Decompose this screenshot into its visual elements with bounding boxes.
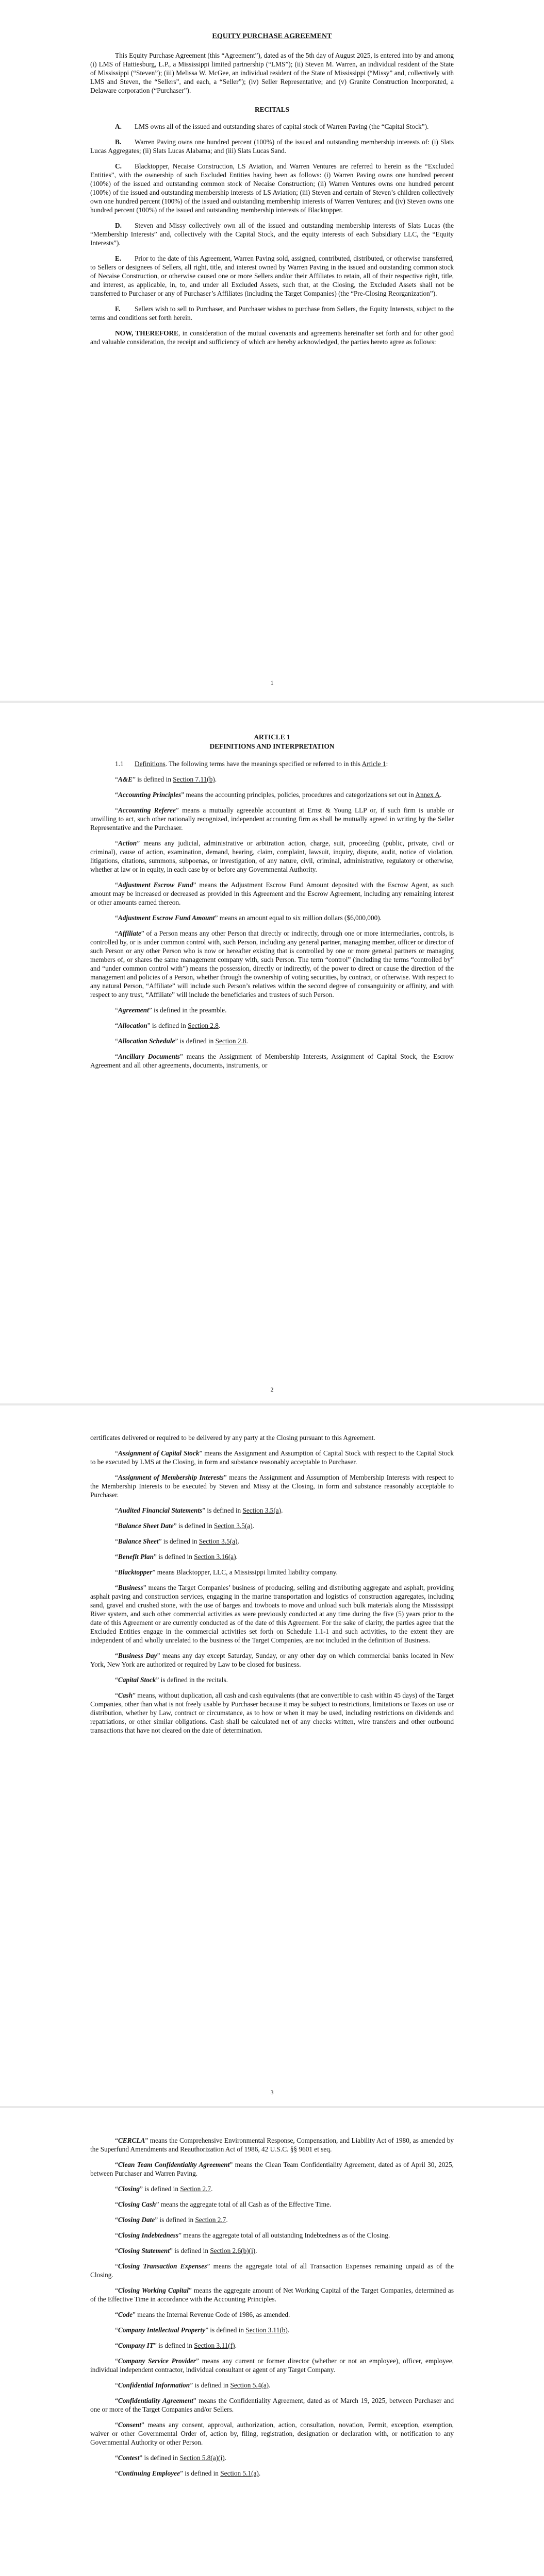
definition-tail: .	[218, 1022, 221, 1029]
page-1	[0, 0, 544, 701]
recital-text: LMS owns all of the issued and outstanding shares of capital stock of Warren Paving (the “Capital Stock”).	[135, 123, 429, 130]
definition-entry: “Assignment of Membership Interests” means the Assignment and Assumption of Membership Interests with respect to the Membership Interests to be executed by Steven and Missy at the Closing, in form and substance reasonably acceptable to Purchaser.	[90, 1473, 454, 1499]
definition-text: means the accounting principles, policies, procedures and categorizations set out in	[184, 791, 416, 799]
definition-entry: “Affiliate” of a Person means any other Person that directly or indirectly, through one or more intermediaries, controls, is controlled by, or is under common control with, such Person, including any general partner, managing member, officer or director of such Person or any other Person who is now or hereafter existing that is controlled by one or more general partners or managing members of, or shares the same management company with, such Person. The term “control” (including the terms “controlled by” and “under common control with”) means the possession, directly or indirectly, of the power to direct or cause the direction of the management and policies of a Person, whether through the ownership of voting securities, by contract, or otherwise. With respect to any natural Person, “Affiliate” will include such Person’s relatives within the second degree of consanguinity or affinity, and with respect to any trust, “Affiliate” will include the beneficiaries and trustees of such Person.	[90, 929, 454, 998]
definition-entry: “Continuing Employee” is defined in Section 5.1(a).	[115, 2469, 261, 2477]
definition-entry: “Action” means any judicial, administrative or arbitration action, charge, suit, proceeding (public, private, civil or criminal), cause of action, examination, demand, hearing, claim, complaint, lawsuit, inquiry, dispute, audit, notice of violation, litigations, citations, summons, subpoenas, or investigation, of any nature, civil, criminal, administrative, regulatory or otherwise, whether at law or in equity, in each case by or before any Governmental Authority.	[90, 839, 454, 873]
definition-entry: “Cash” means, without duplication, all cash and cash equivalents (that are convertible to cash within 45 days) of the Target Companies, other than what is not freely usable by Purchaser because it may be subject to restrictions, limitations or Taxes on use or distribution, whether by Law, contract or circumstance, as to how or when it may be used, including restrictions on dividends and repatriations, or other similar obligations. Cash shall be calculated net of any checks written, wire transfers and other outbound transactions that have not cleared on the date of determination.	[90, 1691, 454, 1734]
recitals-list	[90, 122, 454, 322]
definition-text: is defined in	[156, 2342, 194, 2349]
definition-tail: .	[224, 2454, 227, 2462]
defined-term: Adjustment Escrow Fund	[118, 881, 193, 889]
recital-label: F.	[115, 305, 121, 313]
defined-term: Code	[118, 2311, 133, 2318]
definition-text: is defined in	[150, 1022, 188, 1029]
recital-label: C.	[115, 162, 122, 170]
definition-text: means the Assignment of Membership Interests, Assignment of Capital Stock, the Escrow Agreement and all other agreements, documents, instruments, or	[90, 1053, 454, 1069]
definition-tail: .	[281, 1506, 283, 1514]
definition-tail: .	[246, 1037, 248, 1045]
recital-d	[90, 221, 454, 247]
article-reference-link[interactable]: Article 1	[361, 760, 386, 768]
definition-entry: “Closing Indebtedness” means the aggregate total of all outstanding Indebtedness as of the Closing.	[115, 2231, 390, 2239]
definition-text: means the aggregate amount of Net Working Capital of the Target Companies, determined as of the Effective Time in accordance with the Accounting Principles.	[90, 2286, 454, 2303]
defined-term: Accounting Principles	[118, 791, 182, 799]
definition-text: means the Internal Revenue Code of 1986, as amended.	[135, 2311, 290, 2318]
definition-entry: “CERCLA” means the Comprehensive Environmental Response, Compensation, and Liability Act of 1980, as amended by the Superfund Amendments and Reauthorization Act of 1986, 42 U.S.C. §§ 9601 et seq.	[90, 2137, 454, 2153]
definition-entry: “Business Day” means any day except Saturday, Sunday, or any other day on which commercial banks located in New York, New York are authorized or required by Law to be closed for business.	[90, 1652, 454, 1668]
definition-entry: “Closing” is defined in Section 2.7.	[115, 2185, 213, 2193]
page-number: 2	[270, 1386, 274, 1393]
defined-term: Affiliate	[118, 929, 141, 937]
definition-entry: “Confidentiality Agreement” means the Confidentiality Agreement, dated as of March 19, 2025, between Purchaser and one or more of the Target Companies and/or Sellers.	[90, 2397, 454, 2413]
defined-term: Closing	[118, 2185, 140, 2193]
definition-text: means any judicial, administrative or arbitration action, charge, suit, proceeding (public, private, civil or criminal), cause of action, examination, demand, hearing, claim, complaint, lawsuit, inquiry, dispute, audit, notice of violation, litigations, citations, summons, subpoenas, or investigation, of any nature, civil, criminal, administrative, regulatory or otherwise, whether at law or in equity, in each case by or before any Governmental Authority.	[90, 839, 454, 873]
definition-text: is defined in	[176, 1522, 215, 1530]
article-number: ARTICLE 1	[254, 733, 290, 741]
definition-tail: .	[215, 775, 217, 783]
definitions-list-page-2	[90, 775, 454, 1070]
defined-term: Confidential Information	[118, 2381, 190, 2389]
definition-entry: “Blacktopper” means Blacktopper, LLC, a Mississippi limited liability company.	[115, 1568, 338, 1576]
defined-term: Allocation	[118, 1022, 147, 1029]
recital-label: E.	[115, 255, 122, 262]
definition-entry: “Allocation Schedule” is defined in Section 2.8.	[115, 1037, 248, 1045]
defined-term: Closing Cash	[118, 2200, 156, 2208]
definition-text: is defined in	[135, 775, 173, 783]
definition-entry: “Business” means the Target Companies’ business of producing, selling and distributing aggregate and asphalt, providing asphalt paving and construction services, engaging in the marine transportation and logistics of construction aggregates, including sand, gravel and crushed stone, with the use of barges and towboats to move and unload such bulk materials along the Mississippi River system, and such other commercial activities as were previously conducted at any time during the five (5) years prior to the date of this Agreement or are currently conducted as of the date of this Agreement. For the sake of clarity, the parties agree that the Excluded Entities engage in the commercial activities set forth on Schedule 1.1-1 and such activities, to the extent they are independent of and wholly unrelated to the business of the Target Companies, are not included in the definition of Business.	[90, 1584, 454, 1644]
recital-text: Sellers wish to sell to Purchaser, and Purchaser wishes to purchase from Sellers, the Equity Interests, subject to the terms and conditions set forth herein.	[90, 305, 454, 321]
defined-term: Business	[118, 1584, 143, 1591]
definition-tail: .	[258, 2469, 261, 2477]
preamble: This Equity Purchase Agreement (this “Agreement”), dated as of the 5th day of August 2025, is entered into by and among (i) LMS of Hattiesburg, L.P., a Mississippi limited partnership (“LMS”); (ii) Steven M. Warren, an individual resident of the State of Mississippi (“Steven”); (iii) Melissa W. McGee, an individual resident of the State of Mississippi (“Missy” and, collectively with LMS and Steven, the “Sellers”, and each, a “Seller”); (iv) Seller Representative; and (v) Granite Construction Incorporated, a Delaware corporation (“Purchaser”).	[90, 52, 454, 94]
definition-text: means the Assignment and Assumption of Membership Interests with respect to the Membership Interests to be executed by Steven and Missy at the Closing, in form and substance reasonably acceptable to Purchaser.	[90, 1473, 454, 1499]
definition-text: means any day except Saturday, Sunday, or any other day on which commercial banks located in New York, New York are authorized or required by Law to be closed for business.	[90, 1652, 454, 1668]
definition-tail: .	[269, 2381, 271, 2389]
definition-entry: “Audited Financial Statements” is defined in Section 3.5(a).	[115, 1506, 283, 1514]
now-therefore-lead: NOW, THEREFORE	[115, 329, 178, 337]
definition-text: is defined in the recitals.	[159, 1676, 228, 1684]
definition-text: is defined in	[142, 2185, 180, 2193]
cross-reference-link[interactable]: Section 3.16(a)	[194, 1553, 236, 1561]
definition-text: means Blacktopper, LLC, a Mississippi limited liability company.	[155, 1568, 338, 1576]
recital-label: A.	[115, 123, 122, 130]
defined-term: Accounting Referee	[118, 806, 176, 814]
definition-text: is defined in the preamble.	[152, 1006, 227, 1014]
definition-text: means an amount equal to six million dollars ($6,000,000).	[218, 914, 382, 922]
defined-term: Assignment of Membership Interests	[118, 1473, 224, 1481]
document-title: EQUITY PURCHASE AGREEMENT	[212, 32, 332, 40]
defined-term: Closing Transaction Expenses	[118, 2262, 207, 2270]
cross-reference-link[interactable]: Section 2.7	[195, 2216, 226, 2224]
defined-term: Closing Indebtedness	[118, 2231, 179, 2239]
definition-text: means the Comprehensive Environmental Response, Compensation, and Liability Act of 1980, as amended by the Superfund Amendments and Reauthorization Act of 1986, 42 U.S.C. §§ 9601 et seq.	[90, 2137, 454, 2153]
definition-tail: .	[252, 1522, 254, 1530]
definition-text: is defined in	[142, 2454, 180, 2462]
definition-tail: .	[237, 1537, 239, 1545]
definition-entry: “Balance Sheet Date” is defined in Section 3.5(a).	[115, 1522, 254, 1530]
definition-text: means the aggregate total of all Cash as of the Effective Time.	[159, 2200, 332, 2208]
now-therefore-clause	[90, 329, 454, 346]
definition-entry: “Capital Stock” is defined in the recitals.	[115, 1676, 228, 1684]
definition-entry: “Ancillary Documents” means the Assignment of Membership Interests, Assignment of Capital Stock, the Escrow Agreement and all other agreements, documents, instruments, or	[90, 1053, 454, 1069]
defined-term: Company Service Provider	[118, 2357, 196, 2365]
definition-text: is defined in	[172, 2247, 210, 2255]
definition-entry: “Balance Sheet” is defined in Section 3.5(a).	[115, 1537, 239, 1545]
page-3	[0, 1405, 544, 2106]
cross-reference-link[interactable]: Section 2.8	[215, 1037, 246, 1045]
cross-reference-link[interactable]: Section 5.1(a)	[220, 2469, 259, 2477]
cross-reference-link[interactable]: Section 2.6(b)(i)	[210, 2247, 256, 2255]
definition-tail: .	[226, 2216, 228, 2224]
definition-text: is defined in	[178, 1037, 216, 1045]
defined-term: Agreement	[118, 1006, 149, 1014]
defined-term: Clean Team Confidentiality Agreement	[118, 2161, 230, 2168]
definition-text: means, without duplication, all cash and cash equivalents (that are convertible to cash within 45 days) of the Target Companies, other than what is not freely usable by Purchaser because it may be subject to restrictions, limitations or Taxes on use or distribution, whether by Law, contract or circumstance, as to how or when it may be used, including restrictions on dividends and repatriations, or other similar obligations. Cash shall be calculated net of any checks written, wire transfers and other outbound transactions that have not cleared on the date of determination.	[90, 1691, 454, 1734]
definition-entry: “Company Intellectual Property” is defined in Section 3.11(b).	[115, 2326, 290, 2334]
section-heading: Definitions	[135, 760, 166, 768]
recital-e	[90, 254, 454, 298]
definition-entry: “Clean Team Confidentiality Agreement” means the Clean Team Confidentiality Agreement, dated as of April 30, 2025, between Purchaser and Warren Paving.	[90, 2161, 454, 2177]
definition-entry: “Closing Transaction Expenses” means the aggregate total of all Transaction Expenses remaining unpaid as of the Closing.	[90, 2262, 454, 2279]
definition-entry: “Allocation” is defined in Section 2.8.	[115, 1022, 221, 1029]
cross-reference-link[interactable]: Section 5.4(a)	[230, 2381, 269, 2389]
defined-term: Blacktopper	[118, 1568, 153, 1576]
definition-text: means the Adjustment Escrow Fund Amount deposited with the Escrow Agent, as such amount may be increased or decreased as provided in this Agreement and the Escrow Agreement, including any remaining interest or other amounts earned thereon.	[90, 881, 454, 906]
definition-entry: “Closing Statement” is defined in Section 2.6(b)(i).	[115, 2247, 257, 2255]
definition-text: is defined in	[158, 2216, 195, 2224]
defined-term: Action	[118, 839, 137, 847]
now-therefore-text: , in consideration of the mutual covenants and agreements hereinafter set forth and for other good and valuable consideration, the receipt and sufficiency of which are hereby acknowledged, the parties hereto agree as follows:	[90, 329, 454, 346]
definition-entry: “Code” means the Internal Revenue Code of 1986, as amended.	[115, 2311, 290, 2318]
definition-entry: “Assignment of Capital Stock” means the Assignment and Assumption of Capital Stock with respect to the Capital Stock to be executed by LMS at the Closing, in form and substance reasonably acceptable to Purchaser.	[90, 1449, 454, 1466]
definition-text: means the Target Companies’ business of producing, selling and distributing aggregate and asphalt, providing asphalt paving and construction services, engaging in the marine transportation and logistics of construction aggregates, including sand, gravel and crushed stone, with the use of barges and towboats to move and unload such bulk materials along the Mississippi River system, and such other commercial activities as were previously conducted at any time during the five (5) years prior to the date of this Agreement or are currently conducted as of the date of this Agreement. For the sake of clarity, the parties agree that the Excluded Entities engage in the commercial activities set forth on Schedule 1.1-1 and such activities, to the extent they are independent of and wholly unrelated to the business of the Target Companies, are not included in the definition of Business.	[90, 1584, 454, 1644]
section-1-1	[90, 759, 454, 768]
defined-term: Audited Financial Statements	[118, 1506, 203, 1514]
recital-label: B.	[115, 138, 122, 146]
page-2	[0, 703, 544, 1403]
defined-term: Continuing Employee	[118, 2469, 180, 2477]
definition-entry: “Accounting Principles” means the accounting principles, policies, procedures and categorizations set out in Annex A.	[115, 791, 442, 799]
definition-entry: “Adjustment Escrow Fund Amount” means an amount equal to six million dollars ($6,000,000).	[115, 914, 382, 922]
recitals-heading: RECITALS	[255, 106, 289, 113]
definition-continuation: certificates delivered or required to be delivered by any party at the Closing pursuant to this Agreement.	[90, 1434, 375, 1442]
definition-text: is defined in	[193, 2381, 230, 2389]
definition-tail: .	[440, 791, 442, 799]
definition-text: is defined in	[208, 2326, 246, 2334]
cross-reference-link[interactable]: Section 2.8	[188, 1022, 219, 1029]
definition-entry: “Closing Working Capital” means the aggregate amount of Net Working Capital of the Target Companies, determined as of the Effective Time in accordance with the Accounting Principles.	[90, 2286, 454, 2303]
defined-term: Ancillary Documents	[118, 1053, 180, 1060]
definition-text: means any consent, approval, authorization, action, consultation, novation, Permit, exception, exemption, waiver or other Governmental Order of, action by, filing, registration, designation or declaration with, or notification to any Governmental Authority or other Person.	[90, 2421, 454, 2446]
cross-reference-link[interactable]: Section 3.11(b)	[245, 2326, 288, 2334]
definition-tail: .	[255, 2247, 257, 2255]
definition-text: means the Confidentiality Agreement, dated as of March 19, 2025, between Purchaser and one or more of the Target Companies and/or Sellers.	[90, 2397, 454, 2413]
definition-text: is defined in	[161, 1537, 199, 1545]
defined-term: Cash	[118, 1691, 133, 1699]
definition-entry: “Company IT” is defined in Section 3.11(f).	[115, 2342, 237, 2349]
definition-entry: “Closing Date” is defined in Section 2.7.	[115, 2216, 228, 2224]
definitions-list-page-4	[90, 2136, 454, 2478]
definition-tail: .	[235, 2342, 237, 2349]
defined-term: Balance Sheet	[118, 1537, 159, 1545]
defined-term: Closing Date	[118, 2216, 155, 2224]
defined-term: Assignment of Capital Stock	[118, 1449, 200, 1457]
defined-term: A&E	[118, 775, 133, 783]
defined-term: Closing Statement	[118, 2247, 170, 2255]
defined-term: Company IT	[118, 2342, 154, 2349]
cross-reference-link[interactable]: Section 5.8(a)(i)	[179, 2454, 225, 2462]
recital-label: D.	[115, 222, 122, 229]
definition-text: is defined in	[205, 1506, 243, 1514]
defined-term: Closing Working Capital	[118, 2286, 189, 2294]
recital-text: Warren Paving owns one hundred percent (100%) of the issued and outstanding membership interests of: (i) Slats Lucas Aggregates; (ii) Slats Lucas Alabama; and (iii) Slats Lucas Sand.	[90, 138, 454, 155]
definition-text: means the Clean Team Confidentiality Agreement, dated as of April 30, 2025, between Purchaser and Warren Paving.	[90, 2161, 454, 2177]
defined-term: Balance Sheet Date	[118, 1522, 174, 1530]
cross-reference-link[interactable]: Section 7.11(b)	[173, 775, 215, 783]
defined-term: Adjustment Escrow Fund Amount	[118, 914, 215, 922]
cross-reference-link[interactable]: Section 2.7	[180, 2185, 211, 2193]
cross-reference-link[interactable]: Annex A	[415, 791, 440, 799]
definition-entry: “Consent” means any consent, approval, authorization, action, consultation, novation, Permit, exception, exemption, waiver or other Governmental Order of, action by, filing, registration, designation or declaration with, or notification to any Governmental Authority or other Person.	[90, 2421, 454, 2446]
definition-text: means the aggregate total of all Transaction Expenses remaining unpaid as of the Closing.	[90, 2262, 454, 2279]
definition-text: of a Person means any other Person that directly or indirectly, through one or more intermediaries, controls, is controlled by, or is under common control with, such Person, including any general partner, managing member, officer or director of such Person or any other Person who is now or hereafter existing that is controlled by one or more general partners or managing members of, or shares the same management company with, such Person. The term “control” (including the terms “controlled by” and “under common control with”) means the possession, directly or indirectly, of the power to direct or cause the direction of the management and policies of a Person, whether through the ownership of voting securities, by contract, or otherwise. With respect to any natural Person, “Affiliate” will include such Person’s relatives within the second degree of consanguinity or affinity, and with respect to any trust, “Affiliate” will include the beneficiaries and trustees of such Person.	[90, 929, 454, 998]
defined-term: Capital Stock	[118, 1676, 156, 1684]
definition-entry: “Agreement” is defined in the preamble.	[115, 1006, 227, 1014]
page-number: 1	[270, 679, 274, 686]
recital-a	[90, 122, 454, 131]
recital-b	[90, 138, 454, 155]
defined-term: Allocation Schedule	[118, 1037, 175, 1045]
defined-term: Consent	[118, 2421, 141, 2429]
definition-text: means the Assignment and Assumption of Capital Stock with respect to the Capital Stock to be executed by LMS at the Closing, in form and substance reasonably acceptable to Purchaser.	[90, 1449, 454, 1466]
definition-entry: “Benefit Plan” is defined in Section 3.16(a).	[115, 1553, 238, 1561]
recital-text: Prior to the date of this Agreement, Warren Paving sold, assigned, contributed, distributed, or otherwise transferred, to Sellers or designees of Sellers, all right, title, and interest owned by Warren Paving in the issued and outstanding common stock of Necaise Construction, or otherwise caused one or more Sellers and/or their Affiliates to retain, all of their respective right, title, and interest, as applicable, in, to, and under all Excluded Assets, such that, at the Closing, the Excluded Assets shall not be transferred to Purchaser or any of Purchaser’s Affiliates (including the Target Companies) (the “Pre-Closing Reorganization”).	[90, 255, 454, 297]
recital-text: Blacktopper, Necaise Construction, LS Aviation, and Warren Ventures are referred to herein as the “Excluded Entities”, with the ownership of such Excluded Entities having been as follows: (i) Warren Paving owns one hundred percent (100%) of the issued and outstanding common stock of Necaise Construction; (ii) Warren Ventures owns one hundred percent (100%) of the issued and outstanding membership interests of LS Aviation; (iii) Steven and certain of Steven’s children collectively own one hundred percent (100%) of the issued and outstanding membership interests of Warren Ventures; and (iv) Steven owns one hundred percent (100%) of the issued and outstanding membership interests of Blacktopper.	[90, 162, 454, 214]
section-intro-text: . The following terms have the meanings specified or referred to in this	[165, 760, 362, 768]
cross-reference-link[interactable]: Section 3.5(a)	[199, 1537, 238, 1545]
definitions-list-page-3	[90, 1449, 454, 1735]
definition-text: is defined in	[156, 1553, 194, 1561]
defined-term: Confidentiality Agreement	[118, 2397, 193, 2404]
defined-term: CERCLA	[118, 2137, 145, 2144]
definition-text: means a mutually agreeable accountant at Ernst & Young LLP or, if such firm is unable or unwilling to act, such other nationally recognized, independent accounting firm as shall be mutually agreed in writing by the Seller Representative and the Purchaser.	[90, 806, 454, 832]
definition-entry: “Company Service Provider” means any current or former director (whether or not an employee), officer, employee, individual independent contractor, individual consultant or agent of any Target Company.	[90, 2357, 454, 2374]
cross-reference-link[interactable]: Section 3.5(a)	[214, 1522, 253, 1530]
article-title: DEFINITIONS AND INTERPRETATION	[209, 742, 335, 750]
definition-text: is defined in	[183, 2469, 221, 2477]
definition-text: means the aggregate total of all outstanding Indebtedness as of the Closing.	[181, 2231, 390, 2239]
page-number: 3	[270, 2089, 274, 2096]
definition-entry: “Confidential Information” is defined in Section 5.4(a).	[115, 2381, 271, 2389]
definition-entry: “Accounting Referee” means a mutually agreeable accountant at Ernst & Young LLP or, if such firm is unable or unwilling to act, such other nationally recognized, independent accounting firm as shall be mutually agreed in writing by the Seller Representative and the Purchaser.	[90, 806, 454, 832]
recital-text: Steven and Missy collectively own all of the issued and outstanding membership interests of Slats Lucas (the “Membership Interests” and, collectively with the Capital Stock, and the equity interests of each Subsidiary LLC, the “Equity Interests”).	[90, 222, 454, 247]
defined-term: Benefit Plan	[118, 1553, 154, 1561]
defined-term: Business Day	[118, 1652, 157, 1659]
definition-text: means any current or former director (whether or not an employee), officer, employee, individual independent contractor, individual consultant or agent of any Target Company.	[90, 2357, 454, 2374]
definition-entry: “Adjustment Escrow Fund” means the Adjustment Escrow Fund Amount deposited with the Escrow Agent, as such amount may be increased or decreased as provided in this Agreement and the Escrow Agreement, including any remaining interest or other amounts earned thereon.	[90, 881, 454, 906]
definition-tail: .	[287, 2326, 290, 2334]
recital-c	[90, 162, 454, 214]
cross-reference-link[interactable]: Section 3.5(a)	[242, 1506, 282, 1514]
cross-reference-link[interactable]: Section 3.11(f)	[194, 2342, 235, 2349]
defined-term: Contest	[118, 2454, 140, 2462]
definition-entry: “A&E” is defined in Section 7.11(b).	[115, 775, 217, 783]
definition-tail: .	[236, 1553, 238, 1561]
section-intro-tail: :	[386, 760, 388, 768]
definition-entry: “Closing Cash” means the aggregate total of all Cash as of the Effective Time.	[115, 2200, 332, 2208]
definition-tail: .	[211, 2185, 213, 2193]
definition-entry: “Contest” is defined in Section 5.8(a)(i).	[115, 2454, 227, 2462]
page-4	[0, 2108, 544, 2576]
section-number: 1.1	[115, 760, 124, 768]
recital-f	[90, 304, 454, 322]
defined-term: Company Intellectual Property	[118, 2326, 206, 2334]
